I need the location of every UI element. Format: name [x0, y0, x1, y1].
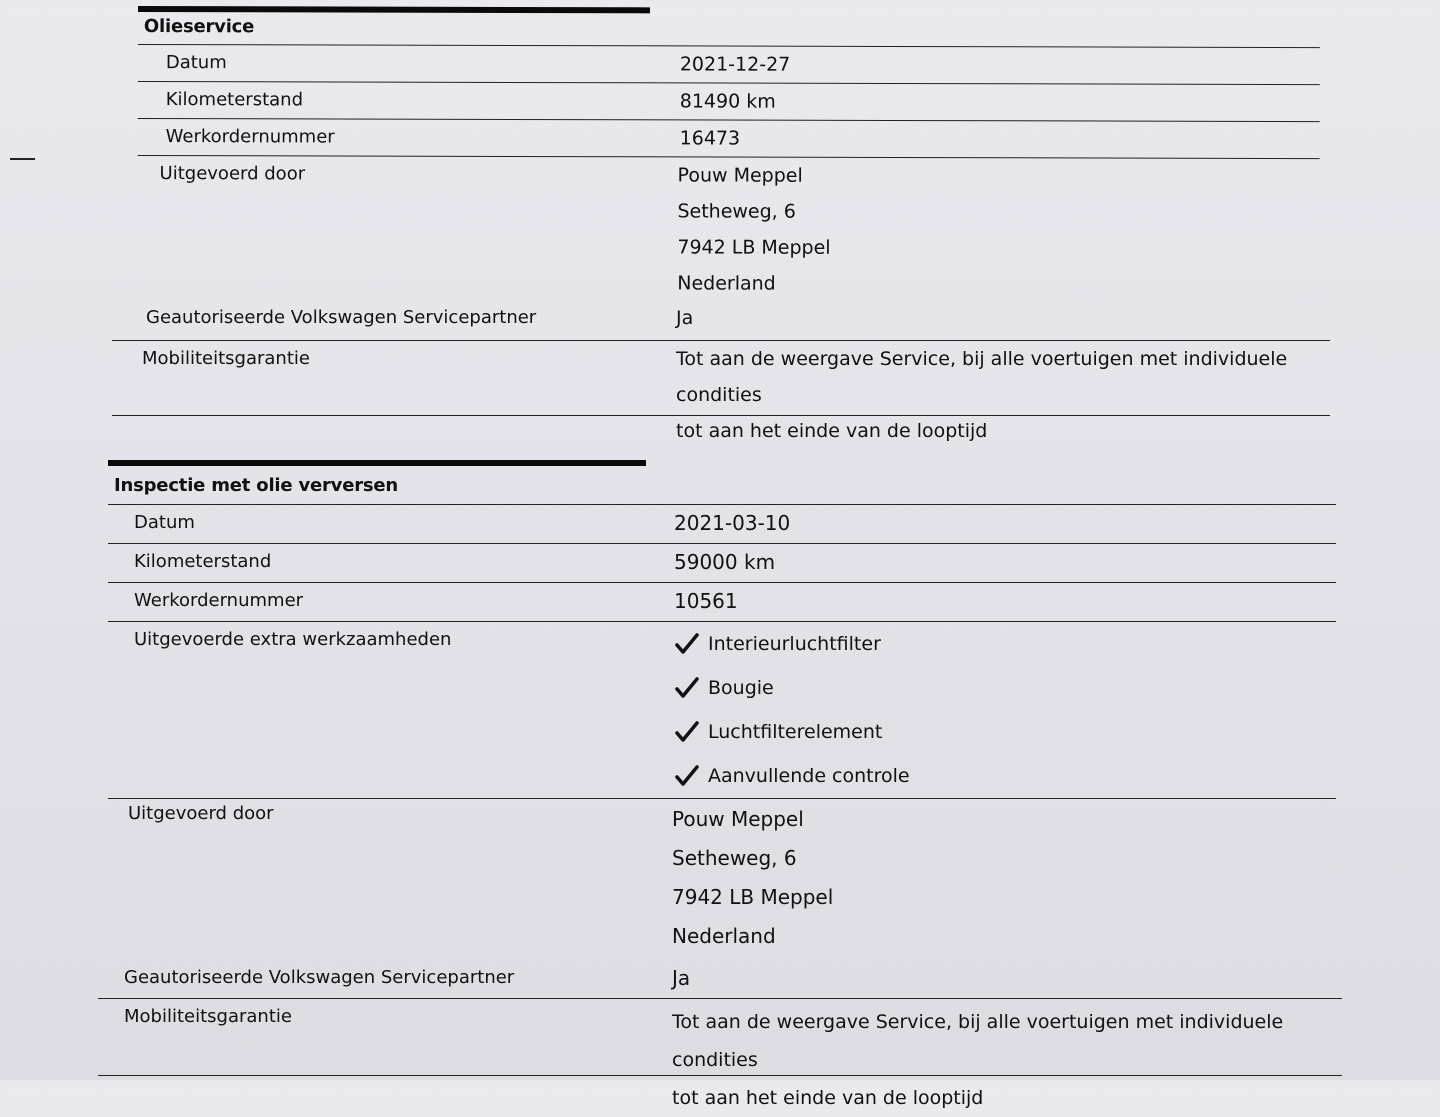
extra-item: [674, 710, 1336, 754]
mobiliteit-line: Tot aan de weergave Service, bij alle voertuigen met individuele condities: [672, 1011, 1284, 1071]
address-line: Setheweg, 6: [677, 200, 796, 223]
km-label: Kilometerstand: [134, 551, 272, 572]
row-mobiliteit: [112, 341, 1330, 442]
section-title: Inspectie met olie verversen: [108, 466, 1336, 505]
row-uitgevoerd-door: [137, 156, 1319, 303]
check-icon: [674, 675, 700, 701]
row-partner: [112, 300, 1330, 341]
address-line: 7942 LB Meppel: [672, 885, 834, 909]
row-mobiliteit: [98, 999, 1342, 1109]
km-value: 81490 km: [679, 90, 776, 113]
werkorder-label: Werkordernummer: [134, 590, 304, 611]
uitgevoerd-value: [672, 800, 1342, 960]
uitgevoerd-label: Uitgevoerd door: [159, 163, 306, 185]
extra-item: [674, 666, 1336, 710]
margin-dash: [10, 158, 35, 160]
address-line: Pouw Meppel: [672, 807, 804, 831]
row-partner: [98, 960, 1342, 999]
datum-label: Datum: [134, 512, 195, 533]
section-olieservice: [137, 6, 1320, 303]
mobiliteit-line: Tot aan de weergave Service, bij alle voertuigen met individuele condities: [676, 348, 1288, 406]
section-olieservice-lower: [112, 300, 1330, 442]
row-datum: [108, 505, 1336, 544]
address-line: Setheweg, 6: [672, 846, 797, 870]
mobiliteit-label: Mobiliteitsgarantie: [124, 1006, 292, 1027]
uitgevoerd-value: [677, 157, 1319, 303]
werkorder-label: Werkordernummer: [165, 126, 335, 148]
extra-item-label: Interieurluchtfilter: [708, 633, 881, 655]
partner-value: Ja: [676, 307, 694, 329]
werkorder-value: 16473: [679, 127, 741, 150]
extra-item: [674, 622, 1336, 666]
mobiliteit-label: Mobiliteitsgarantie: [142, 348, 310, 369]
mobiliteit-value: [672, 999, 1342, 1109]
uitgevoerd-label: Uitgevoerd door: [128, 803, 274, 824]
section-inspectie: [108, 460, 1336, 799]
partner-label: Geautoriseerde Volkswagen Servicepartner: [124, 967, 515, 988]
row-kilometerstand: [108, 544, 1336, 583]
mobiliteit-line: tot aan het einde van de looptijd: [676, 420, 988, 442]
km-label: Kilometerstand: [165, 89, 304, 111]
mobiliteit-value: [676, 341, 1330, 442]
werkorder-value: 10561: [674, 589, 738, 613]
extra-list: [674, 622, 1336, 798]
partner-value: Ja: [672, 966, 691, 990]
row-extra-werkzaamheden: [108, 622, 1336, 799]
km-value: 59000 km: [674, 550, 776, 574]
row-werkordernummer: [108, 583, 1336, 622]
check-icon: [674, 763, 700, 789]
address-line: Nederland: [672, 924, 776, 948]
mobiliteit-line: tot aan het einde van de looptijd: [672, 1087, 984, 1109]
extra-item-label: Aanvullende controle: [708, 765, 910, 787]
extra-item: [674, 754, 1336, 798]
check-icon: [674, 719, 700, 745]
section-inspectie-lower: [98, 800, 1342, 1109]
extra-item-label: Bougie: [708, 677, 774, 699]
extra-item-label: Luchtfilterelement: [708, 721, 883, 743]
row-kilometerstand: [138, 82, 1320, 122]
datum-label: Datum: [165, 52, 227, 74]
address-line: Nederland: [677, 272, 776, 295]
section-title: Olieservice: [138, 12, 1320, 48]
check-icon: [674, 631, 700, 657]
row-werkordernummer: [138, 119, 1320, 159]
partner-label: Geautoriseerde Volkswagen Servicepartner: [146, 307, 537, 328]
address-line: Pouw Meppel: [677, 164, 803, 187]
datum-value: 2021-12-27: [679, 53, 791, 76]
row-datum: [138, 45, 1320, 85]
row-uitgevoerd-door: [98, 800, 1342, 960]
address-line: 7942 LB Meppel: [677, 236, 831, 259]
datum-value: 2021-03-10: [674, 511, 791, 535]
extra-label: Uitgevoerde extra werkzaamheden: [134, 629, 452, 650]
